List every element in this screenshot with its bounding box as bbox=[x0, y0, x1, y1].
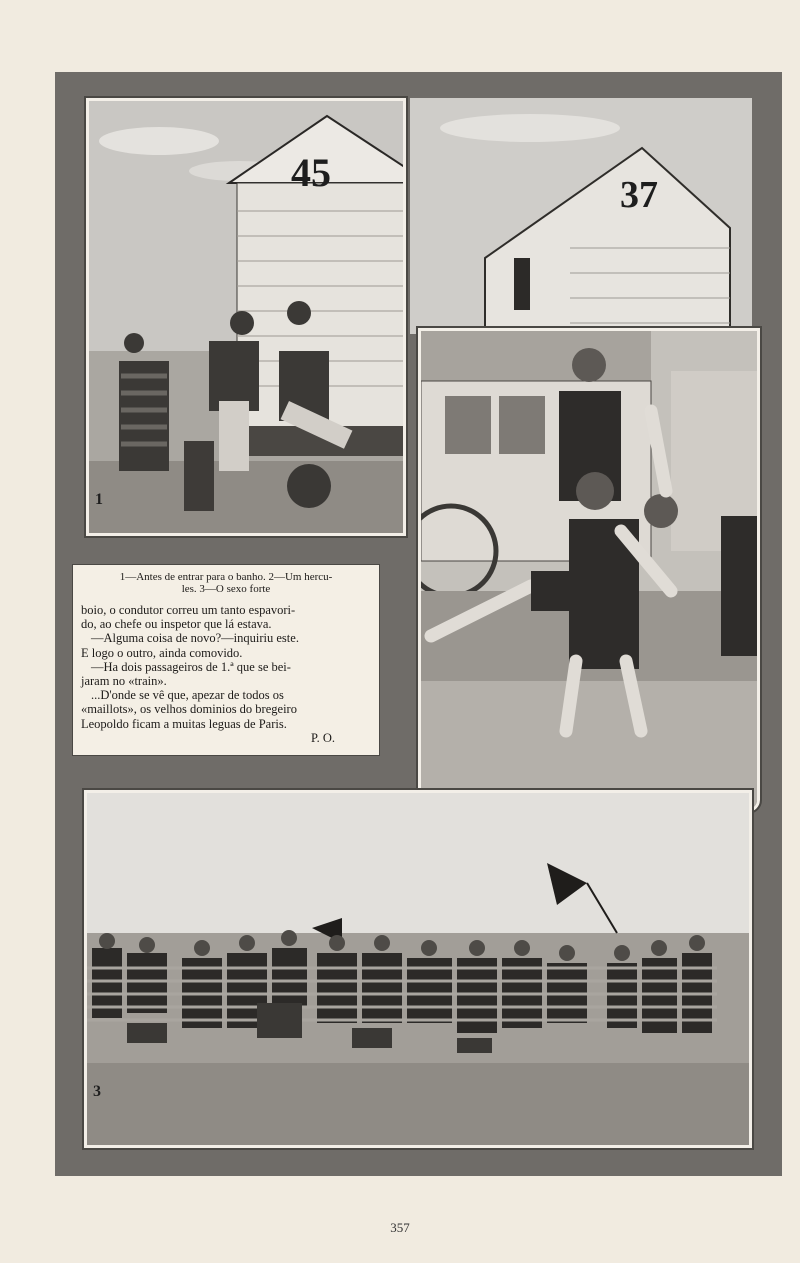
photo-number-1: 1 bbox=[95, 491, 103, 508]
photo-bathing-huts bbox=[86, 98, 406, 536]
photo-hercules-image bbox=[421, 331, 757, 809]
photo-captions bbox=[81, 571, 371, 595]
article-line: boio, o condutor correu um tanto espavori- bbox=[81, 603, 296, 617]
article-line: jaram no «train». bbox=[81, 674, 167, 689]
photo-number-3: 3 bbox=[93, 1083, 101, 1100]
photo-strong-sex-image bbox=[87, 793, 749, 1145]
photo-strong-sex bbox=[84, 790, 752, 1148]
article-line: «maillots», os velhos dominios do bregeiro bbox=[81, 702, 297, 717]
article-text bbox=[81, 603, 371, 745]
hut-number-45: 45 bbox=[291, 150, 331, 195]
article-line: E logo o outro, ainda comovido. bbox=[81, 645, 243, 660]
photo-hercules bbox=[418, 328, 760, 812]
caption-box bbox=[72, 564, 380, 756]
hut-number-37: 37 bbox=[620, 174, 658, 216]
article-line: ...D'onde se vê que, apezar de todos os bbox=[91, 688, 284, 703]
page-number: 357 bbox=[390, 1220, 410, 1235]
photo-hut-37-image bbox=[410, 98, 752, 334]
signature: P. O. bbox=[311, 730, 335, 745]
photo-bathing-huts-image bbox=[89, 101, 403, 533]
article-line: do, ao chefe ou inspetor que lá estava. bbox=[81, 617, 272, 632]
article-line: —Ha dois passageiros de 1.ª que se bei- bbox=[91, 659, 291, 674]
caption-line: 1—Antes de entrar para o banho. 2—Um hercu- bbox=[119, 571, 333, 583]
caption-line: les. 3—O sexo forte bbox=[181, 583, 271, 595]
photo-hut-37 bbox=[410, 98, 752, 334]
article-line: Leopoldo ficam a muitas leguas de Paris. bbox=[81, 716, 287, 731]
article-line: —Alguma coisa de novo?—inquiriu este. bbox=[91, 631, 299, 646]
